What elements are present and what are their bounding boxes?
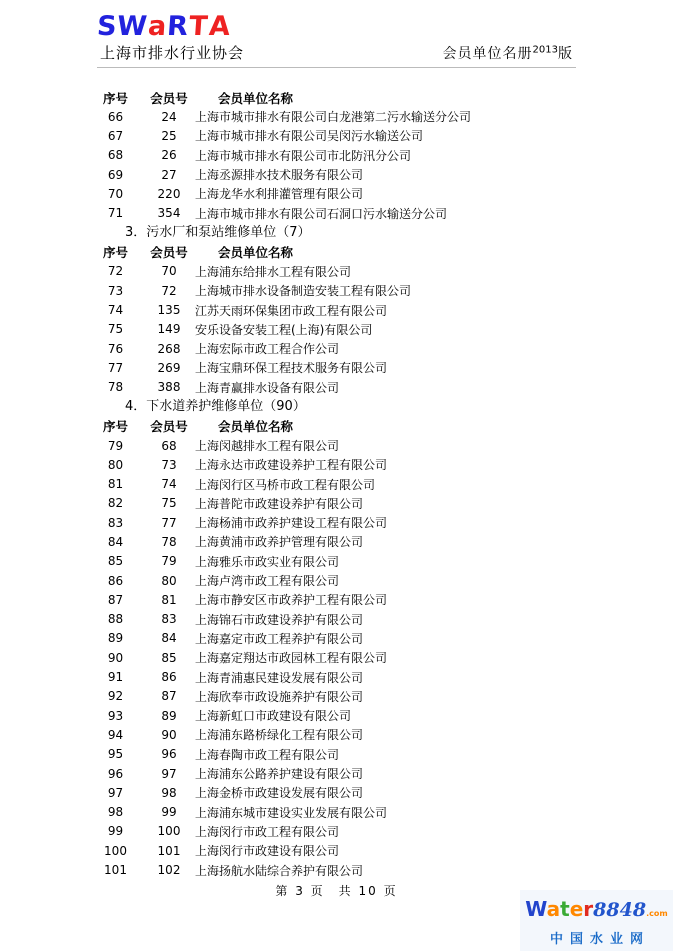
table-row xyxy=(88,532,673,551)
row-company-name: 上海雅乐市政实业有限公司 xyxy=(195,554,340,569)
row-company-name: 上海市城市排水有限公司市北防汛分公司 xyxy=(195,148,412,163)
table-row xyxy=(88,436,673,455)
water8848-number: 8848 xyxy=(593,899,647,921)
section-title: 3．污水厂和泵站维修单位（7） xyxy=(125,224,311,240)
row-company-name: 上海宝鼎环保工程技术服务有限公司 xyxy=(195,361,388,376)
table-row xyxy=(88,339,673,358)
row-seq: 90 xyxy=(107,650,124,665)
row-member-number: 83 xyxy=(161,612,177,627)
row-member-number: 27 xyxy=(161,167,177,182)
row-member-number: 135 xyxy=(157,303,181,318)
row-member-number: 68 xyxy=(161,438,177,453)
column-header xyxy=(88,88,673,107)
section-rows xyxy=(88,107,673,223)
table-row xyxy=(88,494,673,513)
row-company-name: 上海春陶市政工程有限公司 xyxy=(195,747,340,762)
row-seq: 76 xyxy=(107,341,124,356)
table-row xyxy=(88,687,673,706)
row-seq: 94 xyxy=(107,727,124,742)
page-number: 第 3 页 共 10 页 xyxy=(275,884,398,898)
row-company-name: 上海宏际市政工程合作公司 xyxy=(195,342,340,357)
table-row xyxy=(88,725,673,744)
table-row xyxy=(88,648,673,667)
table-row xyxy=(88,571,673,590)
row-member-number: 149 xyxy=(157,322,181,337)
row-company-name: 上海扬航水陆综合养护有限公司 xyxy=(195,863,364,878)
row-company-name: 上海浦东公路养护建设有限公司 xyxy=(195,767,364,782)
table-row xyxy=(88,513,673,532)
row-seq: 66 xyxy=(107,109,124,124)
table-row xyxy=(88,860,673,879)
row-seq: 95 xyxy=(107,747,124,762)
row-company-name: 安乐设备安装工程(上海)有限公司 xyxy=(195,322,373,337)
row-member-number: 80 xyxy=(161,573,177,588)
row-company-name: 上海锦石市政建设养护有限公司 xyxy=(195,612,364,627)
column-header-name: 会员单位名称 xyxy=(218,90,294,106)
table-section xyxy=(88,223,673,397)
column-header-name: 会员单位名称 xyxy=(218,245,294,261)
row-seq: 70 xyxy=(107,186,124,201)
header-divider xyxy=(97,67,576,68)
row-company-name: 上海金桥市政建设发展有限公司 xyxy=(195,786,364,801)
row-company-name: 上海浦东城市建设实业发展有限公司 xyxy=(195,805,388,820)
row-member-number: 354 xyxy=(157,206,181,221)
row-member-number: 77 xyxy=(161,515,177,530)
table-row xyxy=(88,281,673,300)
water8848-subtitle: 中国水业网 xyxy=(549,932,650,947)
row-company-name: 上海嘉定翔达市政园林工程有限公司 xyxy=(195,651,388,666)
table-row xyxy=(88,590,673,609)
table-row xyxy=(88,165,673,184)
row-company-name: 上海市静安区市政养护工程有限公司 xyxy=(195,593,388,608)
row-seq: 88 xyxy=(107,612,124,627)
row-company-name: 上海欣奉市政设施养护有限公司 xyxy=(195,689,364,704)
table-row xyxy=(88,184,673,203)
column-header-member: 会员号 xyxy=(150,90,188,106)
row-member-number: 25 xyxy=(161,128,177,143)
row-member-number: 81 xyxy=(161,592,177,607)
row-seq: 91 xyxy=(107,670,124,685)
row-company-name: 上海市城市排水有限公司吴闵污水输送公司 xyxy=(195,129,424,144)
row-company-name: 上海城市排水设备制造安装工程有限公司 xyxy=(195,284,412,299)
row-member-number: 74 xyxy=(161,477,177,492)
row-company-name: 上海青赢排水设备有限公司 xyxy=(195,380,340,395)
row-seq: 80 xyxy=(107,457,124,472)
organization-name: 上海市排水行业协会 xyxy=(100,44,245,62)
table-row xyxy=(88,610,673,629)
row-seq: 74 xyxy=(107,303,124,318)
row-company-name: 上海市城市排水有限公司白龙港第二污水输送分公司 xyxy=(195,110,472,125)
row-company-name: 上海龙华水利排灌管理有限公司 xyxy=(195,187,364,202)
document-header xyxy=(0,0,673,68)
row-member-number: 79 xyxy=(161,554,177,569)
table-section xyxy=(88,88,673,223)
table-row xyxy=(88,203,673,222)
row-seq: 67 xyxy=(107,128,124,143)
water8848-logo xyxy=(520,898,673,927)
row-member-number: 86 xyxy=(161,670,177,685)
booklet-title-text: 会员单位名册 xyxy=(442,46,533,62)
row-seq: 75 xyxy=(107,322,124,337)
row-seq: 97 xyxy=(107,785,124,800)
row-company-name: 江苏天雨环保集团市政工程有限公司 xyxy=(195,303,388,318)
table-row xyxy=(88,822,673,841)
row-member-number: 100 xyxy=(157,824,181,839)
table-row xyxy=(88,803,673,822)
table-row xyxy=(88,262,673,281)
row-member-number: 26 xyxy=(161,148,177,163)
section-rows xyxy=(88,262,673,397)
row-seq: 92 xyxy=(107,689,124,704)
row-member-number: 70 xyxy=(161,264,177,279)
column-header-seq: 序号 xyxy=(102,419,128,435)
row-company-name: 上海杨浦市政养护建设工程有限公司 xyxy=(195,516,388,531)
row-member-number: 75 xyxy=(161,496,177,511)
row-seq: 73 xyxy=(107,283,124,298)
row-seq: 78 xyxy=(107,380,124,395)
swarta-logo: SWaRTA xyxy=(95,11,232,42)
booklet-title xyxy=(443,43,573,63)
row-company-name: 上海市城市排水有限公司石洞口污水输送分公司 xyxy=(195,206,448,221)
row-company-name: 上海新虹口市政建设有限公司 xyxy=(195,709,352,724)
row-seq: 68 xyxy=(107,148,124,163)
row-member-number: 87 xyxy=(161,689,177,704)
member-table xyxy=(88,88,673,880)
row-member-number: 84 xyxy=(161,631,177,646)
row-member-number: 72 xyxy=(161,283,177,298)
row-seq: 83 xyxy=(107,515,124,530)
column-header xyxy=(88,417,673,436)
row-company-name: 上海闵越排水工程有限公司 xyxy=(195,439,340,453)
row-member-number: 102 xyxy=(157,863,181,878)
row-member-number: 89 xyxy=(161,708,177,723)
section-title: 4．下水道养护维修单位（90） xyxy=(125,398,306,414)
row-seq: 98 xyxy=(107,805,124,820)
row-seq: 99 xyxy=(107,824,124,839)
row-seq: 71 xyxy=(107,206,124,221)
table-row xyxy=(88,320,673,339)
row-seq: 96 xyxy=(107,766,124,781)
row-seq: 82 xyxy=(107,496,124,511)
row-seq: 79 xyxy=(107,438,124,453)
row-seq: 85 xyxy=(107,554,124,569)
row-seq: 72 xyxy=(107,264,124,279)
row-seq: 86 xyxy=(107,573,124,588)
table-row xyxy=(88,146,673,165)
row-member-number: 96 xyxy=(161,747,177,762)
row-member-number: 269 xyxy=(157,360,181,375)
water8848-dotcom: .com xyxy=(646,909,668,918)
table-row xyxy=(88,126,673,145)
row-company-name: 上海浦东给排水工程有限公司 xyxy=(195,264,352,279)
row-seq: 93 xyxy=(107,708,124,723)
table-row xyxy=(88,378,673,397)
table-row xyxy=(88,358,673,377)
table-row xyxy=(88,764,673,783)
row-seq: 81 xyxy=(107,477,124,492)
table-row xyxy=(88,841,673,860)
table-row xyxy=(88,783,673,802)
row-member-number: 268 xyxy=(157,341,181,356)
row-seq: 100 xyxy=(104,843,127,858)
row-company-name: 上海永达市政建设养护工程有限公司 xyxy=(195,458,388,473)
row-seq: 89 xyxy=(107,631,124,646)
column-header-member: 会员号 xyxy=(150,419,188,435)
row-company-name: 上海闵行区马桥市政工程有限公司 xyxy=(195,477,376,492)
row-company-name: 上海卢湾市政工程有限公司 xyxy=(195,574,340,589)
row-company-name: 上海闵行市政建设有限公司 xyxy=(195,844,340,859)
table-row xyxy=(88,107,673,126)
row-company-name: 上海黄浦市政养护管理有限公司 xyxy=(195,535,364,550)
row-member-number: 98 xyxy=(161,785,177,800)
water8848-watermark xyxy=(520,890,673,951)
row-member-number: 388 xyxy=(157,380,181,395)
row-member-number: 78 xyxy=(161,534,177,549)
row-seq: 69 xyxy=(107,167,124,182)
row-company-name: 上海嘉定市政工程养护有限公司 xyxy=(195,631,364,646)
table-row xyxy=(88,745,673,764)
table-row xyxy=(88,667,673,686)
row-seq: 87 xyxy=(107,592,124,607)
column-header-seq: 序号 xyxy=(102,245,128,261)
row-seq: 101 xyxy=(104,863,127,878)
row-company-name: 上海青浦惠民建设发展有限公司 xyxy=(195,670,364,685)
table-row xyxy=(88,552,673,571)
column-header-seq: 序号 xyxy=(102,90,128,106)
table-section xyxy=(88,397,673,880)
row-member-number: 101 xyxy=(157,843,181,858)
row-member-number: 73 xyxy=(161,457,177,472)
table-row xyxy=(88,474,673,493)
column-header-name: 会员单位名称 xyxy=(218,419,294,435)
row-member-number: 24 xyxy=(161,109,177,124)
column-header xyxy=(88,243,673,262)
row-company-name: 上海普陀市政建设养护有限公司 xyxy=(195,496,364,511)
row-company-name: 上海丞源排水技术服务有限公司 xyxy=(195,168,364,183)
table-row xyxy=(88,706,673,725)
section-rows xyxy=(88,436,673,880)
booklet-year: 2013 xyxy=(532,44,558,56)
row-member-number: 99 xyxy=(161,805,177,820)
table-row xyxy=(88,300,673,319)
row-seq: 84 xyxy=(107,534,124,549)
row-company-name: 上海浦东路桥绿化工程有限公司 xyxy=(195,728,364,743)
booklet-suffix: 版 xyxy=(558,46,573,62)
column-header-member: 会员号 xyxy=(150,245,188,261)
table-row xyxy=(88,629,673,648)
row-member-number: 90 xyxy=(161,727,177,742)
water8848-word: Water xyxy=(525,897,594,921)
row-seq: 77 xyxy=(107,360,124,375)
row-member-number: 97 xyxy=(161,766,177,781)
row-member-number: 220 xyxy=(157,186,181,201)
row-company-name: 上海闵行市政工程有限公司 xyxy=(195,824,340,839)
row-member-number: 85 xyxy=(161,650,177,665)
table-row xyxy=(88,455,673,474)
